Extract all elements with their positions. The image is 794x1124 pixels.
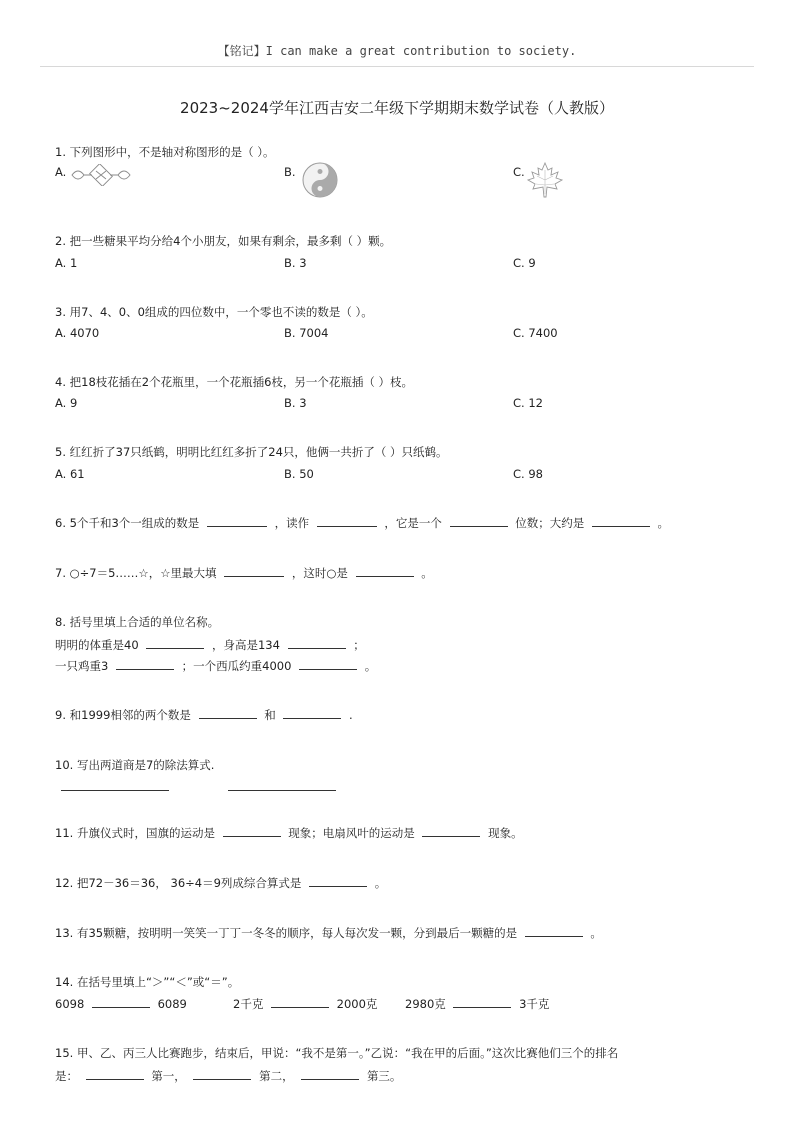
option-c: C. 9 <box>513 256 536 270</box>
option-c: C. 12 <box>513 396 543 410</box>
comparison-3: 2980克 3千克 <box>405 997 550 1011</box>
option-b: B. 3 <box>284 396 307 410</box>
option-a-label: A. <box>55 165 67 179</box>
option-b: B. 3 <box>284 256 307 270</box>
answer-blank[interactable] <box>116 657 174 670</box>
answer-blank[interactable] <box>283 706 341 719</box>
question-8: 8. 括号里填上合适的单位名称。 <box>55 615 220 629</box>
question-3: 3. 用7、4、0、0组成的四位数中，一个零也不读的数是（ ）。 <box>55 305 373 319</box>
answer-blank[interactable] <box>224 564 284 577</box>
question-7: 7. ○÷7＝5……☆，☆里最大填 ，这时○是 。 <box>55 566 433 580</box>
option-c: C. 98 <box>513 467 543 481</box>
answer-blank[interactable] <box>288 636 346 649</box>
answer-blank[interactable] <box>299 657 357 670</box>
question-15: 15. 甲、乙、丙三人比赛跑步，结束后，甲说：“我不是第一。”乙说：“我在甲的后面。”这次比赛他们三个的排名 <box>55 1046 619 1060</box>
question-12: 12. 把72－36＝36， 36÷4＝9列成综合算式是 。 <box>55 876 387 890</box>
answer-blank[interactable] <box>86 1067 144 1080</box>
answer-blank[interactable] <box>309 874 367 887</box>
option-b: B. 50 <box>284 467 314 481</box>
question-9: 9. 和1999相邻的两个数是 和 . <box>55 708 353 722</box>
question-6: 6. 5个千和3个一组成的数是 ，读作 ，它是一个 位数；大约是 。 <box>55 516 670 530</box>
option-a: A. 1 <box>55 256 78 270</box>
motto: 【铭记】I can make a great contribution to society. <box>217 44 577 58</box>
answer-line-2[interactable] <box>228 790 336 791</box>
question-10: 10. 写出两道商是7的除法算式. <box>55 758 215 772</box>
question-13: 13. 有35颗糖，按明明一笑笑一丁丁一冬冬的顺序，每人每次发一颗，分到最后一颗糖的是 。 <box>55 926 602 940</box>
question-4: 4. 把18枝花插在2个花瓶里，一个花瓶插6枝，另一个花瓶插（ ）枝。 <box>55 375 414 389</box>
chinese-knot-icon <box>70 164 132 186</box>
option-b-label: B. <box>284 165 296 179</box>
question-1: 1. 下列图形中，不是轴对称图形的是（ ）。 <box>55 145 275 159</box>
answer-line-1[interactable] <box>61 790 169 791</box>
page-title: 2023~2024学年江西吉安二年级下学期期末数学试卷（人教版） <box>180 99 614 117</box>
answer-blank[interactable] <box>453 995 511 1008</box>
answer-blank[interactable] <box>525 924 583 937</box>
answer-blank[interactable] <box>592 514 650 527</box>
question-2: 2. 把一些糖果平均分给4个小朋友，如果有剩余，最多剩（ ）颗。 <box>55 234 392 248</box>
answer-blank[interactable] <box>356 564 414 577</box>
answer-blank[interactable] <box>317 514 377 527</box>
option-a: A. 9 <box>55 396 78 410</box>
answer-blank[interactable] <box>301 1067 359 1080</box>
comparison-1: 6098 6089 <box>55 997 187 1011</box>
answer-blank[interactable] <box>271 995 329 1008</box>
answer-blank[interactable] <box>199 706 257 719</box>
maple-leaf-icon <box>525 160 565 200</box>
question-8-line-2: 明明的体重是40 ，身高是134 ； <box>55 638 365 652</box>
option-a: A. 61 <box>55 467 85 481</box>
header-divider <box>40 66 754 67</box>
option-c: C. 7400 <box>513 326 558 340</box>
option-a: A. 4070 <box>55 326 100 340</box>
answer-blank[interactable] <box>146 636 204 649</box>
yin-yang-icon <box>301 161 339 199</box>
option-b: B. 7004 <box>284 326 329 340</box>
answer-blank[interactable] <box>207 514 267 527</box>
question-14-comparisons <box>55 994 755 1014</box>
question-15-line-2: 是： 第一， 第二， 第三。 <box>55 1069 402 1083</box>
answer-blank[interactable] <box>422 824 480 837</box>
answer-blank[interactable] <box>223 824 281 837</box>
option-c-label: C. <box>513 165 525 179</box>
comparison-2: 2千克 2000克 <box>233 997 378 1011</box>
question-5: 5. 红红折了37只纸鹤，明明比红红多折了24只，他俩一共折了（ ）只纸鹤。 <box>55 445 448 459</box>
answer-blank[interactable] <box>92 995 150 1008</box>
question-11: 11. 升旗仪式时，国旗的运动是 现象；电扇风叶的运动是 现象。 <box>55 826 523 840</box>
answer-blank[interactable] <box>193 1067 251 1080</box>
question-8-line-3: 一只鸡重3 ；一个西瓜约重4000 。 <box>55 659 377 673</box>
question-14: 14. 在括号里填上“＞”“＜”或“＝”。 <box>55 975 240 989</box>
answer-blank[interactable] <box>450 514 508 527</box>
